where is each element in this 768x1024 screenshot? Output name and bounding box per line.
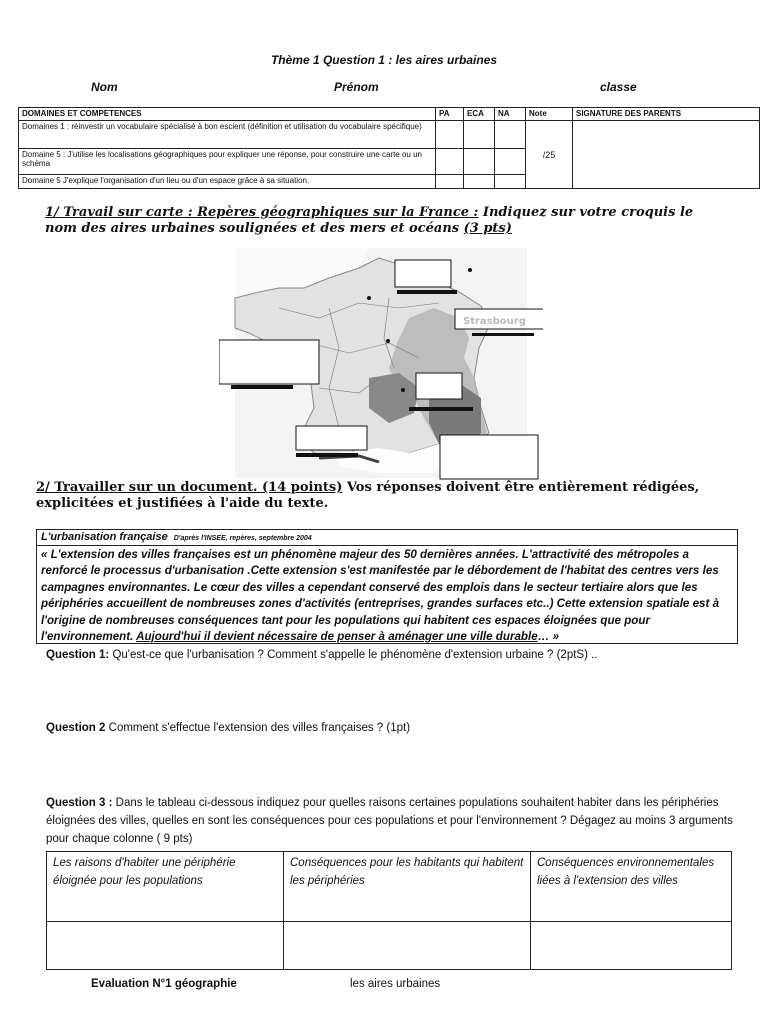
eca-cell <box>464 121 495 149</box>
page-title: Thème 1 Question 1 : les aires urbaines <box>270 53 498 67</box>
city-dot <box>367 296 371 300</box>
underline-south-west <box>296 453 358 457</box>
competence-row-2: Domaine 5 : J'utilise les localisations géographiques pour expliquer une réponse, pour construire une carte ou un schéma <box>19 149 436 175</box>
document-title: L'urbanisation française <box>41 531 168 543</box>
label-box-west <box>219 340 319 384</box>
document-body-end: … » <box>537 630 559 644</box>
footer-right: les aires urbaines <box>350 978 441 990</box>
eca-cell <box>464 175 495 189</box>
answer-cell-raisons[interactable] <box>47 922 284 970</box>
competences-header-domaines: DOMAINES ET COMPETENCES <box>19 108 436 121</box>
document-header <box>37 530 737 546</box>
prenom-label: Prénom <box>334 80 379 94</box>
competences-header-pa: PA <box>436 108 464 121</box>
map-exercise-text: Indiquez sur votre croquis le nom des aires urbaines soulignées et des mers et océans <box>45 205 694 236</box>
map-exercise-heading: 1/ Travail sur carte : Repères géographiques sur la France : <box>45 205 479 220</box>
document-box <box>36 529 738 644</box>
question-3-label: Question 3 : <box>46 797 113 809</box>
city-dot <box>468 268 472 272</box>
underline-strasbourg <box>472 333 534 336</box>
signature-cell <box>573 121 760 189</box>
document-exercise-heading: 2/ Travailler sur un document. (14 points) <box>36 480 343 495</box>
question-2-text: Comment s'effectue l'extension des villes françaises ? (1pt) <box>105 722 411 734</box>
document-source: D'après l'INSEE, repères, septembre 2004 <box>173 535 312 542</box>
label-box-center-east <box>416 373 462 399</box>
label-box-south-east <box>440 435 538 479</box>
document-exercise-text: Vos réponses doivent être entièrement rédigées, explicitées et justifiées à l'aide du texte. <box>36 480 700 511</box>
question-3-text: Dans le tableau ci-dessous indiquez pour quelles raisons certaines populations souhaitent habiter dans les périphéries éloignées des villes, quelles en sont les conséquences pour ces populations et pour l'environnement ? Dégagez au moins 3 arguments pour chaque colonne ( 9 pts) <box>46 797 733 845</box>
na-cell <box>495 121 526 149</box>
answer-table <box>46 851 732 970</box>
question-1-label: Question 1: <box>46 649 110 661</box>
document-exercise-instruction <box>36 480 736 512</box>
na-cell <box>495 175 526 189</box>
strasbourg-label: Strasbourg <box>463 316 526 327</box>
question-1-text: Qu'est-ce que l'urbanisation ? Comment s'appelle le phénomène d'extension urbaine ? (2ptS) .. <box>109 649 598 661</box>
answer-header-consequences-environnement: Conséquences environnementales liées à l'extension des villes <box>531 852 732 922</box>
question-1 <box>46 646 736 664</box>
question-2 <box>46 719 736 737</box>
underline-center-east <box>409 407 473 411</box>
classe-label: classe <box>600 80 637 94</box>
footer-left: Evaluation N°1 géographie <box>91 978 237 990</box>
city-dot <box>401 388 405 392</box>
competences-header-note: Note <box>526 108 573 121</box>
city-dot <box>386 339 390 343</box>
question-3 <box>46 794 736 848</box>
na-cell <box>495 149 526 175</box>
map-exercise-instruction <box>45 205 725 237</box>
eca-cell <box>464 149 495 175</box>
pa-cell <box>436 149 464 175</box>
underline-west <box>231 385 293 389</box>
document-text <box>37 546 737 646</box>
answer-header-consequences-habitants: Conséquences pour les habitants qui habitent les périphéries <box>284 852 531 922</box>
competences-header-signature: SIGNATURE DES PARENTS <box>573 108 760 121</box>
competences-header-eca: ECA <box>464 108 495 121</box>
underline-north <box>397 290 457 294</box>
document-body: « L'extension des villes françaises est un phénomène majeur des 50 dernières années. L'attractivité des métropoles a renforcé le processus d'urbanisation .Cette extension s'est manifestée par le débordement de l'habitat des centres vers les campagnes environnantes. Le cœur des villes a cependant conservé des emplois dans le secteur tertiaire alors que les périphéries accueillent de nombreuses zones d'activités (entreprises, grandes surfaces etc..) Cette extension spatiale est à l'origine de nombreuses conséquences tant pour les populations qui habitent ces espaces éloignées que pour l'environnement. <box>41 548 720 644</box>
label-box-south-west <box>296 426 367 450</box>
map-exercise-points: (3 pts) <box>463 221 512 236</box>
nom-label: Nom <box>91 80 118 94</box>
question-2-label: Question 2 <box>46 722 106 734</box>
competence-row-3: Domaine 5 J'explique l'organisation d'un lieu ou d'un espace grâce à sa situation. <box>19 175 436 189</box>
answer-header-raisons: Les raisons d'habiter une périphérie éloignée pour les populations <box>47 852 284 922</box>
answer-cell-consequences-environnement[interactable] <box>531 922 732 970</box>
pa-cell <box>436 175 464 189</box>
competence-row-1: Domaines 1 : réinvestir un vocabulaire spécialisé à bon escient (définition et utilisation du vocabulaire spécifique) <box>19 121 436 149</box>
document-body-underlined: Aujourd'hui il devient nécessaire de penser à aménager une ville durable <box>136 630 538 644</box>
competences-table <box>18 107 760 189</box>
label-box-north <box>395 260 451 287</box>
answer-cell-consequences-habitants[interactable] <box>284 922 531 970</box>
france-map <box>219 248 543 480</box>
note-cell: /25 <box>526 121 573 189</box>
pa-cell <box>436 121 464 149</box>
competences-header-na: NA <box>495 108 526 121</box>
